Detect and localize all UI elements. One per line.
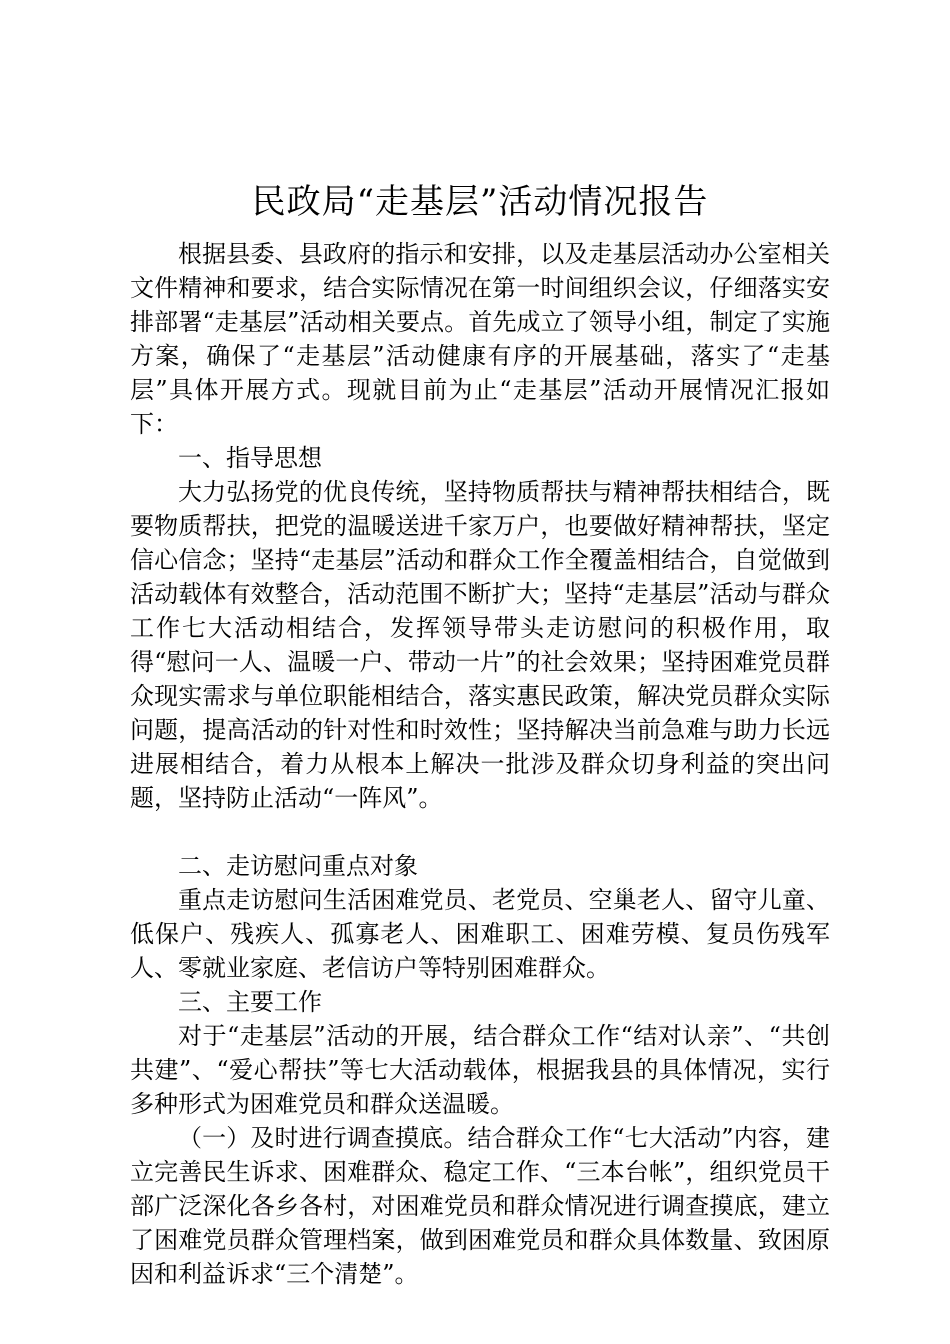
guiding-thought-paragraph: 大力弘扬党的优良传统，坚持物质帮扶与精神帮扶相结合，既要物质帮扶，把党的温暖送进千家万户，也要做好精神帮扶，坚定信心信念；坚持“走基层”活动和群众工作全覆盖相结合，自觉做到活动载体有效整合，活动范围不断扩大；坚持“走基层”活动与群众工作七大活动相结合，发挥领导带头走访慰问的积极作用，取得“慰问一人、温暖一户、带动一片”的社会效果；坚持困难党员群众现实需求与单位职能相结合，落实惠民政策，解决党员群众实际问题，提高活动的针对性和时效性；坚持解决当前急难与助力长远进展相结合，着力从根本上解决一批涉及群众切身利益的突出问题，坚持防止活动“一阵风”。 [130, 478, 830, 812]
document-body [130, 237, 830, 1291]
document-title: 民政局“走基层”活动情况报告 [251, 182, 709, 222]
paragraph-spacer [130, 815, 830, 849]
survey-paragraph: （一）及时进行调查摸底。结合群众工作“七大活动”内容，建立完善民生诉求、困难群众、稳定工作、“三本台帐”，组织党员干部广泛深化各乡各村，对困难党员和群众情况进行调查摸底，建立了困难党员群众管理档案，做到困难党员和群众具体数量、致困原因和利益诉求“三个清楚”。 [130, 1124, 830, 1288]
section-heading-main-work: 三、主要工作 [178, 988, 322, 1016]
section-heading-guiding-thought: 一、指导思想 [178, 444, 322, 472]
key-visit-targets-paragraph: 重点走访慰问生活困难党员、老党员、空巢老人、留守儿童、低保户、残疾人、孤寡老人、困难职工、困难劳模、复员伤残军人、零就业家庭、老信访户等特别困难群众。 [130, 886, 830, 982]
section-heading-key-visit-targets: 二、走访慰问重点对象 [178, 852, 418, 880]
main-work-paragraph: 对于“走基层”活动的开展，结合群众工作“结对认亲”、“共创共建”、“爱心帮扶”等七大活动载体，根据我县的具体情况，实行多种形式为困难党员和群众送温暖。 [130, 1022, 830, 1118]
intro-paragraph: 根据县委、县政府的指示和安排，以及走基层活动办公室相关文件精神和要求，结合实际情况在第一时间组织会议，仔细落实安排部署“走基层”活动相关要点。首先成立了领导小组，制定了实施方案，确保了“走基层”活动健康有序的开展基础，落实了“走基层”具体开展方式。现就目前为止“走基层”活动开展情况汇报如下： [130, 240, 830, 438]
